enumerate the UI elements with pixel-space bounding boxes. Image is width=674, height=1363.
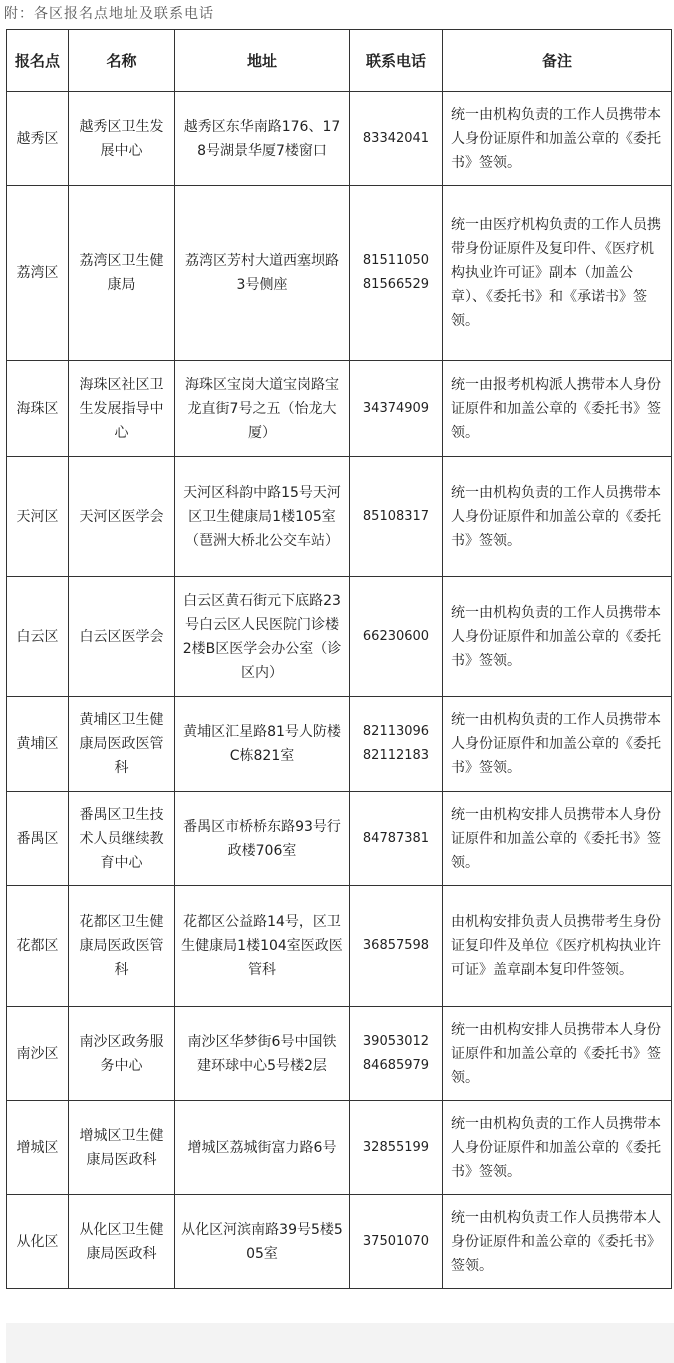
name-cell: 海珠区社区卫生发展指导中心 [69, 361, 175, 457]
phone-number: 82112183 [362, 748, 430, 763]
note-cell: 统一由机构负责的工作人员携带本人身份证原件和加盖公章的《委托书》签领。 [443, 457, 672, 577]
note-cell: 由机构安排负责人员携带考生身份证复印件及单位《医疗机构执业许可证》盖章副本复印件签领。 [443, 886, 672, 1007]
district-cell: 海珠区 [7, 361, 69, 457]
district-cell: 黄埔区 [7, 697, 69, 792]
name-cell: 南沙区政务服务中心 [69, 1007, 175, 1101]
header-row [7, 30, 672, 92]
phone-number: 34374909 [362, 400, 430, 416]
district-cell: 从化区 [7, 1195, 69, 1289]
table-row [7, 1007, 672, 1101]
phone-number: 82113096 [362, 724, 430, 739]
address-cell: 南沙区华梦街6号中国铁建环球中心5号楼2层 [175, 1007, 350, 1101]
table-row [7, 886, 672, 1007]
name-cell: 天河区医学会 [69, 457, 175, 577]
phone-number: 66230600 [362, 628, 430, 644]
table-row [7, 92, 672, 186]
header-phone: 联系电话 [350, 30, 443, 92]
name-cell: 白云区医学会 [69, 577, 175, 697]
name-cell: 从化区卫生健康局医政科 [69, 1195, 175, 1289]
phone-cell [350, 361, 443, 457]
table-row [7, 697, 672, 792]
header-note: 备注 [443, 30, 672, 92]
phone-number: 36857598 [362, 938, 430, 953]
phone-cell [350, 186, 443, 361]
phone-number: 85108317 [362, 508, 430, 524]
address-cell: 番禺区市桥桥东路93号行政楼706室 [175, 792, 350, 886]
address-cell: 白云区黄石街元下底路23号白云区人民医院门诊楼2楼B区医学会办公室（诊区内） [175, 577, 350, 697]
name-cell: 越秀区卫生发展中心 [69, 92, 175, 186]
phone-number: 83342041 [362, 130, 430, 146]
address-cell: 海珠区宝岗大道宝岗路宝龙直街7号之五（怡龙大厦） [175, 361, 350, 457]
table-row [7, 186, 672, 361]
phone-number: 84685979 [362, 1057, 430, 1073]
district-cell: 花都区 [7, 886, 69, 1007]
note-cell: 统一由机构负责的工作人员携带本人身份证原件和加盖公章的《委托书》签领。 [443, 697, 672, 792]
address-cell: 荔湾区芳村大道西塞坝路3号侧座 [175, 186, 350, 361]
phone-cell [350, 697, 443, 792]
note-cell: 统一由机构负责工作人员携带本人身份证原件和盖公章的《委托书》签领。 [443, 1195, 672, 1289]
table-row [7, 792, 672, 886]
table-row [7, 1195, 672, 1289]
table-row [7, 361, 672, 457]
phone-cell [350, 92, 443, 186]
address-cell: 越秀区东华南路176、178号湖景华厦7楼窗口 [175, 92, 350, 186]
name-cell: 增城区卫生健康局医政科 [69, 1101, 175, 1195]
note-cell: 统一由机构安排人员携带本人身份证原件和加盖公章的《委托书》签领。 [443, 1007, 672, 1101]
phone-cell [350, 1007, 443, 1101]
phone-number: 39053012 [362, 1033, 430, 1049]
address-cell: 花都区公益路14号，区卫生健康局1楼104室医政医管科 [175, 886, 350, 1007]
address-cell: 增城区荔城街富力路6号 [175, 1101, 350, 1195]
district-cell: 越秀区 [7, 92, 69, 186]
name-cell: 荔湾区卫生健康局 [69, 186, 175, 361]
registration-table [6, 29, 672, 1289]
address-cell: 黄埔区汇星路81号人防楼C栋821室 [175, 697, 350, 792]
name-cell: 黄埔区卫生健康局医政医管科 [69, 697, 175, 792]
header-district: 报名点 [7, 30, 69, 92]
note-cell: 统一由机构负责的工作人员携带本人身份证原件和加盖公章的《委托书》签领。 [443, 92, 672, 186]
name-cell: 番禺区卫生技术人员继续教育中心 [69, 792, 175, 886]
phone-number: 32855199 [362, 1139, 430, 1155]
note-cell: 统一由机构安排人员携带本人身份证原件和加盖公章的《委托书》签领。 [443, 792, 672, 886]
district-cell: 天河区 [7, 457, 69, 577]
phone-cell [350, 886, 443, 1007]
phone-cell [350, 792, 443, 886]
phone-number: 84787381 [362, 830, 430, 846]
table-row [7, 1101, 672, 1195]
phone-cell [350, 1195, 443, 1289]
name-cell: 花都区卫生健康局医政医管科 [69, 886, 175, 1007]
phone-number: 81566529 [362, 277, 430, 292]
address-cell: 天河区科韵中路15号天河区卫生健康局1楼105室（琶洲大桥北公交车站） [175, 457, 350, 577]
district-cell: 增城区 [7, 1101, 69, 1195]
district-cell: 荔湾区 [7, 186, 69, 361]
table-row [7, 457, 672, 577]
note-cell: 统一由报考机构派人携带本人身份证原件和加盖公章的《委托书》签领。 [443, 361, 672, 457]
address-cell: 从化区河滨南路39号5楼505室 [175, 1195, 350, 1289]
header-name: 名称 [69, 30, 175, 92]
note-cell: 统一由机构负责的工作人员携带本人身份证原件和加盖公章的《委托书》签领。 [443, 577, 672, 697]
phone-cell [350, 577, 443, 697]
phone-cell [350, 457, 443, 577]
phone-cell [350, 1101, 443, 1195]
note-cell: 统一由医疗机构负责的工作人员携带身份证原件及复印件、《医疗机构执业许可证》副本（加盖公章）、《委托书》和《承诺书》签领。 [443, 186, 672, 361]
bottom-bar [6, 1323, 674, 1363]
district-cell: 番禺区 [7, 792, 69, 886]
note-cell: 统一由机构负责的工作人员携带本人身份证原件和加盖公章的《委托书》签领。 [443, 1101, 672, 1195]
header-address: 地址 [175, 30, 350, 92]
caption: 附：各区报名点地址及联系电话 [4, 6, 214, 22]
phone-number: 81511050 [362, 253, 430, 268]
district-cell: 白云区 [7, 577, 69, 697]
district-cell: 南沙区 [7, 1007, 69, 1101]
table-row [7, 577, 672, 697]
phone-number: 37501070 [362, 1233, 430, 1249]
